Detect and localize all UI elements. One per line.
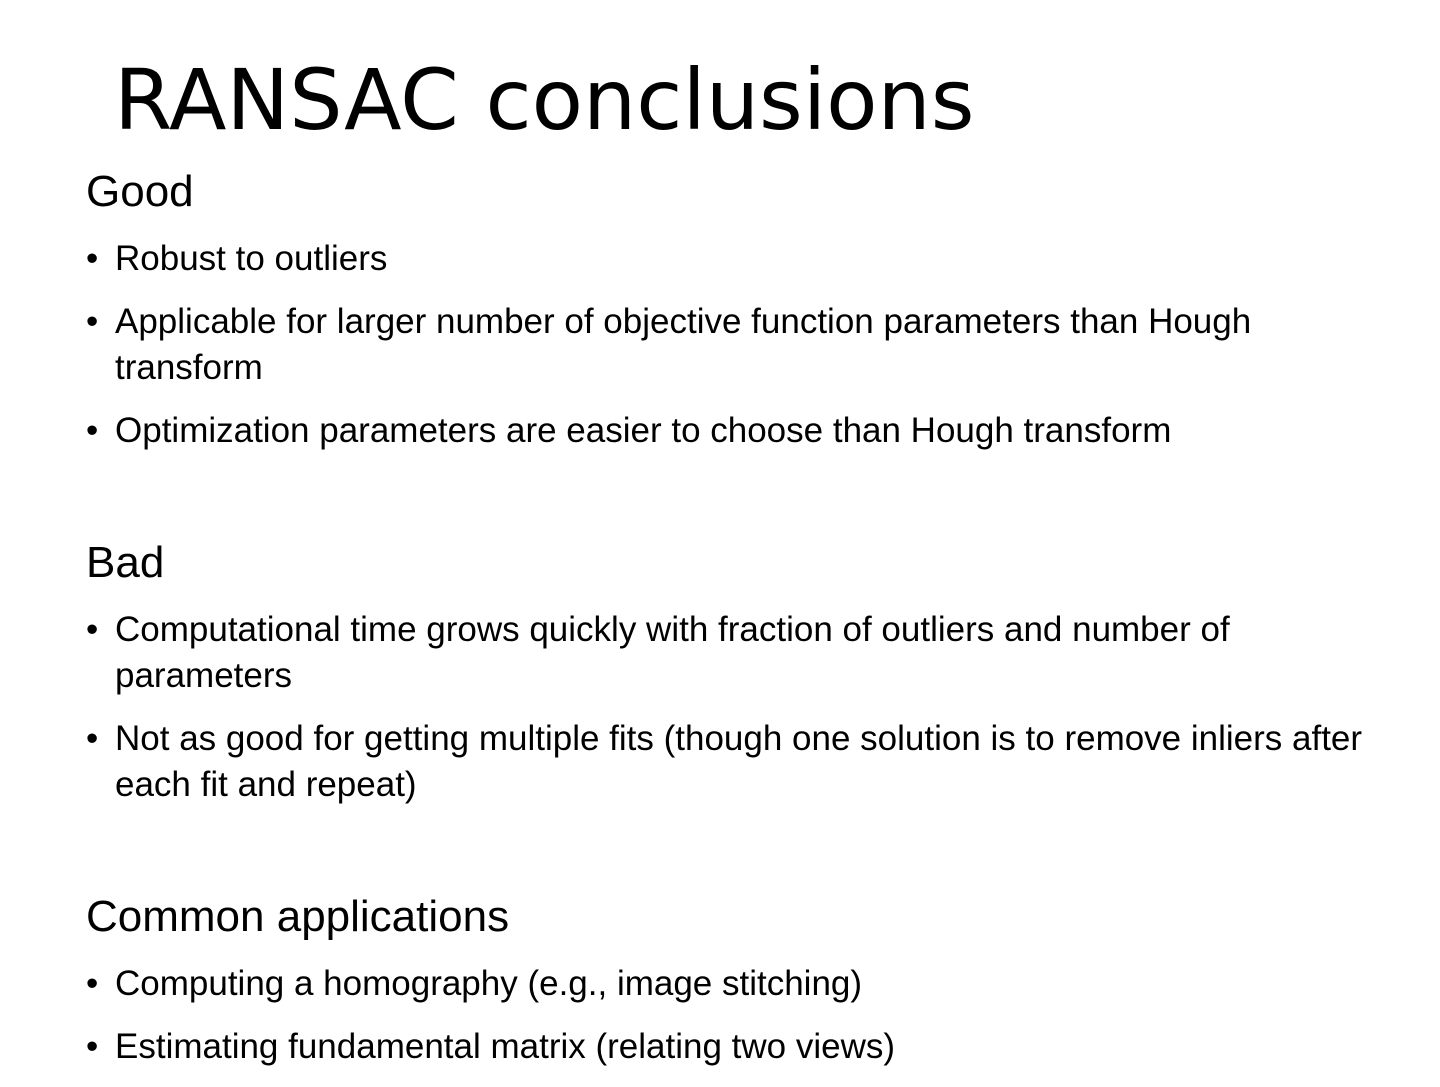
list-item-text: Robust to outliers — [115, 239, 388, 278]
bullet-icon: • — [86, 610, 99, 649]
list-item — [86, 408, 1376, 454]
list-item — [86, 607, 1376, 699]
bullet-list-good — [86, 236, 1376, 471]
bullet-icon: • — [86, 302, 99, 341]
section-heading-good: Good — [86, 167, 194, 216]
list-item-text: Applicable for larger number of objective function parameters than Hough transform — [115, 302, 1252, 387]
list-item — [86, 716, 1376, 808]
list-item-text: Estimating fundamental matrix (relating two views) — [115, 1027, 896, 1066]
list-item-text: Computing a homography (e.g., image stitching) — [115, 964, 863, 1003]
bullet-list-common-applications — [86, 961, 1376, 1087]
bullet-icon: • — [86, 239, 99, 278]
list-item — [86, 961, 1376, 1007]
section-heading-bad: Bad — [86, 538, 165, 587]
slide-title: RANSAC conclusions — [114, 51, 975, 149]
section-heading-common-applications: Common applications — [86, 892, 510, 941]
bullet-list-bad — [86, 607, 1376, 825]
list-item — [86, 299, 1376, 391]
bullet-icon: • — [86, 964, 99, 1003]
list-item — [86, 1024, 1376, 1070]
bullet-icon: • — [86, 719, 99, 758]
bullet-icon: • — [86, 411, 99, 450]
list-item-text: Optimization parameters are easier to choose than Hough transform — [115, 411, 1172, 450]
list-item-text: Computational time grows quickly with fraction of outliers and number of parameters — [115, 610, 1230, 695]
list-item — [86, 236, 1376, 282]
list-item-text: Not as good for getting multiple fits (though one solution is to remove inliers after each fit and repeat) — [115, 719, 1363, 804]
bullet-icon: • — [86, 1027, 99, 1066]
